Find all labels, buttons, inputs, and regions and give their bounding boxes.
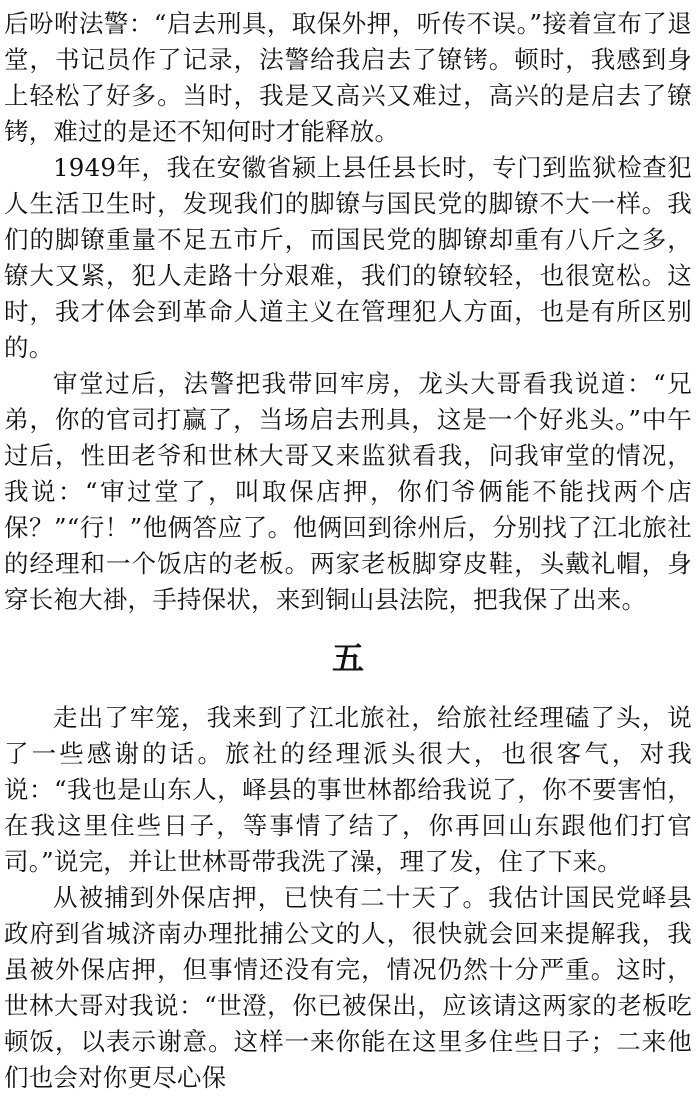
section-title: 五	[331, 639, 364, 677]
paragraph-4: 走出了牢笼，我来到了江北旅社，给旅社经理磕了头，说了一些感谢的话。旅社的经理派头很大，也很客气，对我说：“我也是山东人，峄县的事世林都给我说了，你不要害怕，在我这里住些日子，等事情了结了，你再回山东跟他们打官司。”说完，并让世林哥带我洗了澡，理了发，住了下来。	[4, 703, 692, 876]
paragraph-3: 审堂过后，法警把我带回牢房，龙头大哥看我说道：“兄弟，你的官司打赢了，当场启去刑具，这是一个好兆头。”中午过后，性田老爷和世林大哥又来监狱看我，问我审堂的情况，我说：“审过堂了，叫取保店押，你们爷俩能不能找两个店保？”“行！”他俩答应了。他俩回到徐州后，分别找了江北旅社的经理和一个饭店的老板。两家老板脚穿皮鞋，头戴礼帽，身穿长袍大褂，手持保状，来到铜山县法院，把我保了出来。	[4, 369, 692, 614]
paragraph-1: 后吩咐法警：“启去刑具，取保外押，听传不误。”接着宣布了退堂，书记员作了记录，法警给我启去了镣铐。顿时，我感到身上轻松了好多。当时，我是又高兴又难过，高兴的是启去了镣铐，难过的是还不知何时才能释放。	[4, 9, 692, 146]
paragraph-5: 从被捕到外保店押，已快有二十天了。我估计国民党峄县政府到省城济南办理批捕公文的人，很快就会回来提解我，我虽被外保店押，但事情还没有完，情况仍然十分严重。这时，世林大哥对我说：“世澄，你已被保出，应该请这两家的老板吃顿饭，以表示谢意。这样一来你能在这里多住些日子；二来他们也会对你更尽心保	[4, 883, 692, 1092]
paragraph-2: 1949年，我在安徽省颍上县任县长时，专门到监狱检查犯人生活卫生时，发现我们的脚镣与国民党的脚镣不大一样。我们的脚镣重量不足五市斤，而国民党的脚镣却重有八斤之多，镣大又紧，犯人走路十分艰难，我们的镣较轻，也很宽松。这时，我才体会到革命人道主义在管理犯人方面，也是有所区别的。	[4, 153, 692, 362]
